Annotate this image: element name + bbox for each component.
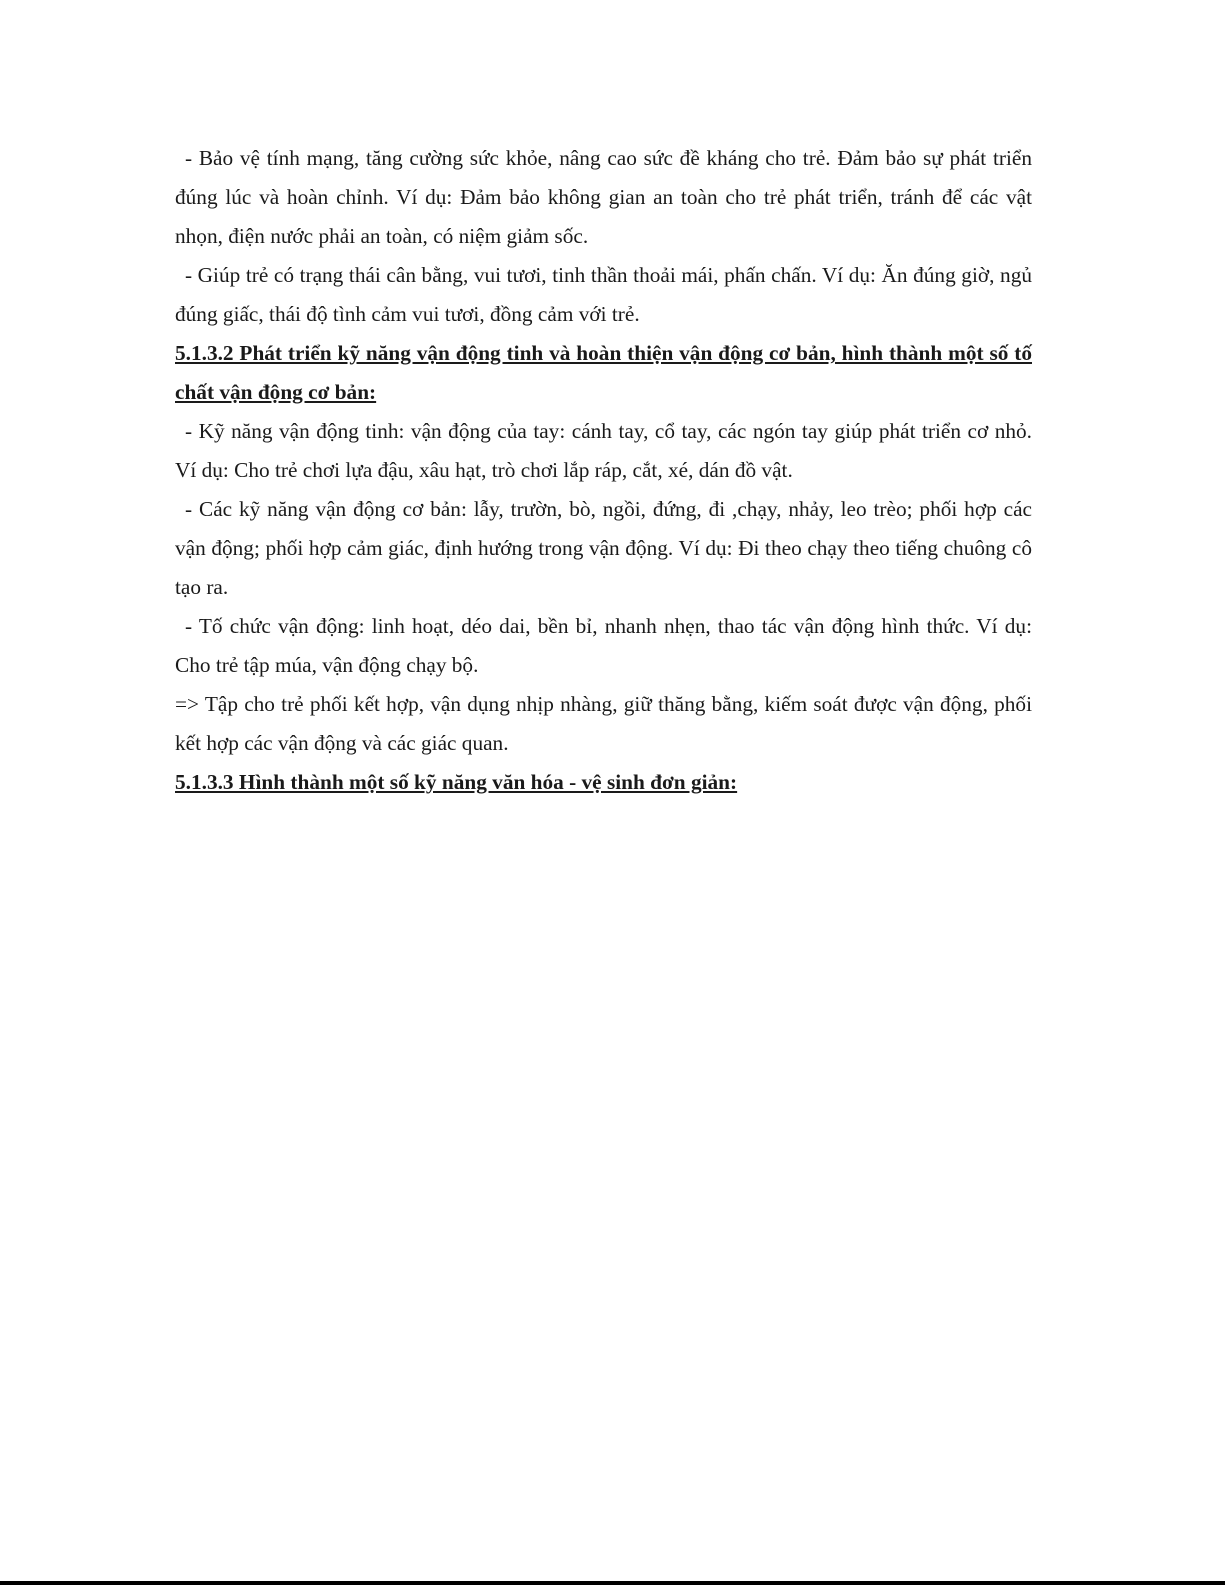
paragraph-emotional-balance: - Giúp trẻ có trạng thái cân bằng, vui tươi, tinh thần thoải mái, phấn chấn. Ví dụ: Ăn đúng giờ, ngủ đúng giấc, thái độ tình cảm vui tươi, đồng cảm với trẻ. bbox=[175, 263, 1032, 326]
document-body bbox=[175, 139, 1032, 802]
section-heading-5-1-3-3: 5.1.3.3 Hình thành một số kỹ năng văn hóa - vệ sinh đơn giản: bbox=[175, 770, 738, 794]
paragraph-motor-qualities: - Tố chức vận động: linh hoạt, déo dai, bền bỉ, nhanh nhẹn, thao tác vận động hình thức. Ví dụ: Cho trẻ tập múa, vận động chạy bộ. bbox=[175, 614, 1032, 677]
paragraph-conclusion: => Tập cho trẻ phối kết hợp, vận dụng nhịp nhàng, giữ thăng bằng, kiếm soát được vận động, phối kết hợp các vận động và các giác quan. bbox=[175, 692, 1032, 755]
section-heading-5-1-3-2: 5.1.3.2 Phát triển kỹ năng vận động tinh và hoàn thiện vận động cơ bản, hình thành một số tố chất vận động cơ bản: bbox=[175, 341, 1032, 404]
paragraph-health-protection: - Bảo vệ tính mạng, tăng cường sức khỏe, nâng cao sức đề kháng cho trẻ. Đảm bảo sự phát triển đúng lúc và hoàn chỉnh. Ví dụ: Đảm bảo không gian an toàn cho trẻ phát triển, tránh để các vật nhọn, điện nước phải an toàn, có niệm giảm sốc. bbox=[175, 146, 1032, 248]
page-bottom-edge bbox=[0, 1581, 1225, 1585]
paragraph-basic-motor-skills: - Các kỹ năng vận động cơ bản: lẫy, trườn, bò, ngồi, đứng, đi ,chạy, nhảy, leo trèo; phối hợp các vận động; phối hợp cảm giác, định hướng trong vận động. Ví dụ: Đi theo chạy theo tiếng chuông cô tạo ra. bbox=[175, 497, 1032, 599]
paragraph-fine-motor-skills: - Kỹ năng vận động tinh: vận động của tay: cánh tay, cổ tay, các ngón tay giúp phát triển cơ nhỏ. Ví dụ: Cho trẻ chơi lựa đậu, xâu hạt, trò chơi lắp ráp, cắt, xé, dán đồ vật. bbox=[175, 419, 1032, 482]
